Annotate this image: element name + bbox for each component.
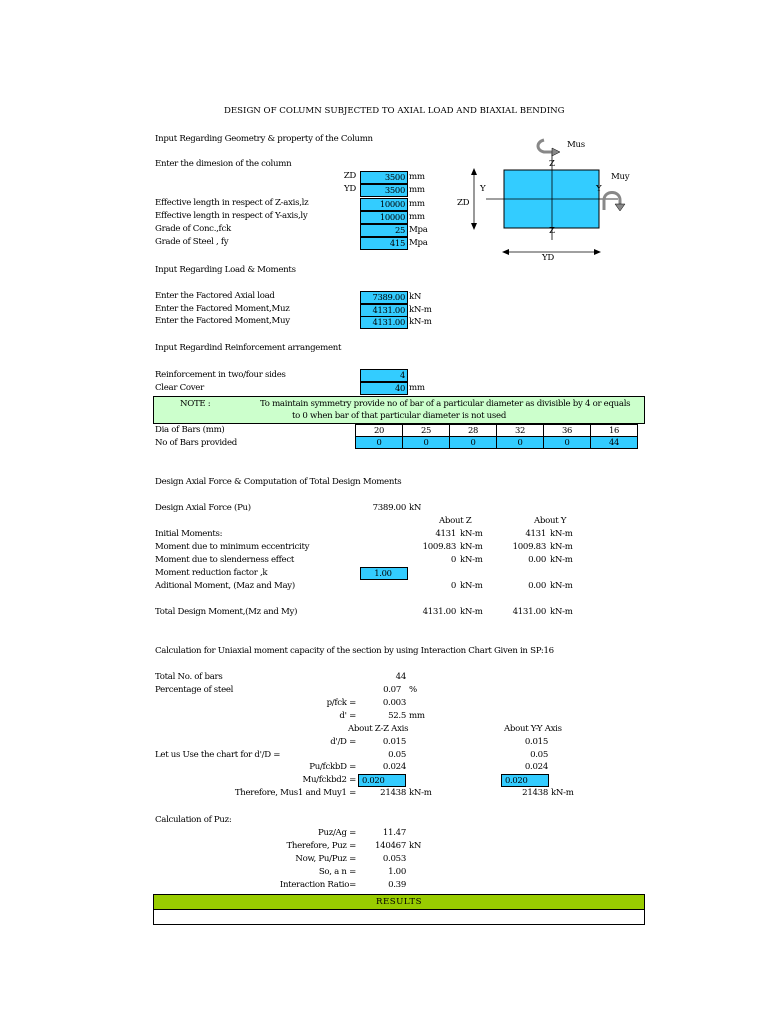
- bar-diameter: 20: [356, 425, 403, 437]
- slender-z-unit: kN-m: [460, 555, 483, 565]
- slender-y-unit: kN-m: [550, 555, 573, 565]
- alpha-n-label: So, a n =: [318, 867, 356, 877]
- dia-label: Dia of Bars (mm): [155, 425, 225, 435]
- column-section-diagram: [440, 130, 650, 265]
- note-label: NOTE :: [180, 399, 211, 409]
- yd-label: YD: [344, 184, 356, 194]
- bar-count-row: [356, 437, 638, 449]
- diagram-y-left-label: Y: [480, 184, 486, 194]
- zd-input[interactable]: 3500: [360, 171, 408, 184]
- add-z-unit: kN-m: [460, 581, 483, 591]
- bar-count-input[interactable]: 0: [403, 437, 450, 449]
- diagram-muy-label: Muy: [611, 172, 630, 182]
- total-moment-label: Total Design Moment,(Mz and My): [155, 607, 298, 617]
- design-axial-heading: Design Axial Force & Computation of Total Design Moments: [155, 477, 402, 487]
- mu-fckbd2-y-input[interactable]: 0.020: [501, 774, 549, 787]
- mu-fckbd2-label: Mu/fckbd2 =: [302, 775, 356, 785]
- mu-fckbd2-z-input[interactable]: 0.020: [358, 774, 406, 787]
- dD-z-value: 0.015: [382, 737, 406, 747]
- design-pu-unit: kN: [409, 503, 422, 513]
- about-z-header: About Z: [439, 516, 472, 526]
- muz-input[interactable]: 4131.00: [360, 304, 408, 317]
- reinforcement-heading: Input Regardind Reinforcement arrangement: [155, 343, 342, 353]
- puz-label: Therefore, Puz =: [286, 841, 356, 851]
- results-header: RESULTS: [153, 894, 645, 910]
- bar-diameter: 25: [403, 425, 450, 437]
- fy-label: Grade of Steel , fy: [155, 237, 229, 247]
- pu-input[interactable]: 7389.00: [360, 291, 408, 304]
- sides-input[interactable]: 4: [360, 369, 408, 382]
- fy-input[interactable]: 415: [360, 237, 408, 250]
- add-y-unit: kN-m: [550, 581, 573, 591]
- pu-unit: kN: [409, 292, 422, 302]
- diagram-y-right-label: Y: [596, 184, 602, 194]
- diagram-mus-label: Mus: [567, 140, 585, 150]
- bar-count-input[interactable]: 0: [356, 437, 403, 449]
- initial-z-value: 4131: [435, 529, 456, 539]
- note-line-1: To maintain symmetry provide no of bar of a particular diameter as divisible by 4 or equals: [260, 399, 631, 409]
- zd-label: ZD: [343, 171, 356, 181]
- pct-steel-value: 0.07: [383, 685, 401, 695]
- dD-label: d'/D =: [330, 737, 356, 747]
- note-line-2: to 0 when bar of that particular diameter is not used: [291, 411, 507, 421]
- pct-steel-label: Percentage of steel: [155, 685, 234, 695]
- fck-input[interactable]: 25: [360, 224, 408, 237]
- lz-input[interactable]: 10000: [360, 198, 408, 211]
- puz-heading: Calculation of Puz:: [155, 815, 232, 825]
- muy-unit: kN-m: [409, 317, 432, 327]
- geometry-heading: Input Regarding Geometry & property of the Column: [155, 134, 373, 144]
- lz-unit: mm: [409, 199, 425, 209]
- slender-label: Moment due to slenderness effect: [155, 555, 294, 565]
- interaction-ratio-value: 0.39: [388, 880, 406, 890]
- k-input[interactable]: 1.00: [360, 567, 408, 580]
- bar-diameter: 36: [544, 425, 591, 437]
- initial-y-value: 4131: [525, 529, 546, 539]
- pu-fckbd-y-value: 0.024: [524, 762, 548, 772]
- bar-count-input[interactable]: 44: [591, 437, 638, 449]
- pct-steel-unit: %: [409, 685, 417, 695]
- puz-ag-label: Puz/Ag =: [318, 828, 356, 838]
- loads-heading: Input Regarding Load & Moments: [155, 265, 296, 275]
- total-z-value: 4131.00: [422, 607, 456, 617]
- diagram-yd-label: YD: [542, 253, 554, 263]
- design-pu-label: Design Axial Force (Pu): [155, 503, 251, 513]
- yd-unit: mm: [409, 185, 425, 195]
- bar-count-input[interactable]: 0: [497, 437, 544, 449]
- slender-y-value: 0.00: [528, 555, 546, 565]
- cover-input[interactable]: 40: [360, 382, 408, 395]
- cover-unit: mm: [409, 383, 425, 393]
- pu-puz-value: 0.053: [382, 854, 406, 864]
- mus-moment-arrow: [538, 140, 552, 152]
- muy1-value: 21438: [522, 788, 548, 798]
- yd-input[interactable]: 3500: [360, 184, 408, 197]
- mus1-unit: kN-m: [409, 788, 432, 798]
- bar-diameter: 16: [591, 425, 638, 437]
- puz-ag-value: 11.47: [382, 828, 406, 838]
- bar-diameter-row: [356, 425, 638, 437]
- min-ecc-z-unit: kN-m: [460, 542, 483, 552]
- cover-label: Clear Cover: [155, 383, 204, 393]
- min-ecc-y-unit: kN-m: [550, 542, 573, 552]
- puz-value: 140467: [374, 841, 406, 851]
- bar-count-input[interactable]: 0: [544, 437, 591, 449]
- k-label: Moment reduction factor ,k: [155, 568, 268, 578]
- add-z-value: 0: [450, 581, 456, 591]
- d-cover-value: 52.5: [388, 711, 406, 721]
- bar-count-input[interactable]: 0: [450, 437, 497, 449]
- pu-fckbd-z-value: 0.024: [382, 762, 406, 772]
- sides-label: Reinforcement in two/four sides: [155, 370, 286, 380]
- design-pu-value: 7389.00: [372, 503, 406, 513]
- about-zz-header: About Z-Z Axis: [348, 724, 409, 734]
- min-ecc-z-value: 1009.83: [422, 542, 456, 552]
- lz-label: Effective length in respect of Z-axis,lz: [155, 198, 309, 208]
- muy-input[interactable]: 4131.00: [360, 316, 408, 329]
- muz-label: Enter the Factored Moment,Muz: [155, 304, 290, 314]
- bar-diameter: 28: [450, 425, 497, 437]
- pu-label: Enter the Factored Axial load: [155, 291, 275, 301]
- about-y-header: About Y: [534, 516, 567, 526]
- diagram-zd-label: ZD: [457, 198, 470, 208]
- min-ecc-label: Moment due to minimum eccentricity: [155, 542, 310, 552]
- bar-diameter: 32: [497, 425, 544, 437]
- interaction-ratio-label: Interaction Ratio=: [279, 880, 356, 890]
- dD-y-value: 0.015: [524, 737, 548, 747]
- pu-fckbd-label: Pu/fckbD =: [309, 762, 356, 772]
- zd-unit: mm: [409, 172, 425, 182]
- note-box: [153, 396, 645, 424]
- add-y-value: 0.00: [528, 581, 546, 591]
- enter-dimension-label: Enter the dimesion of the column: [155, 159, 292, 169]
- uniaxial-heading: Calculation for Uniaxial moment capacity of the section by using Interaction Chart Given in SP:16: [155, 646, 554, 656]
- initial-z-unit: kN-m: [460, 529, 483, 539]
- additional-moment-label: Aditional Moment, (Maz and May): [155, 581, 295, 591]
- about-yy-header: About Y-Y Axis: [504, 724, 562, 734]
- chart-dD-z-value: 0.05: [388, 750, 406, 760]
- ly-unit: mm: [409, 212, 425, 222]
- total-y-unit: kN-m: [550, 607, 573, 617]
- fck-label: Grade of Conc.,fck: [155, 224, 231, 234]
- mus1-value: 21438: [380, 788, 406, 798]
- chart-dD-label: Let us Use the chart for d'/D =: [155, 750, 281, 760]
- initial-y-unit: kN-m: [550, 529, 573, 539]
- total-bars-label: Total No. of bars: [155, 672, 223, 682]
- total-y-value: 4131.00: [512, 607, 546, 617]
- d-cover-unit: mm: [409, 711, 425, 721]
- page-title: DESIGN OF COLUMN SUBJECTED TO AXIAL LOAD AND BIAXIAL BENDING: [224, 106, 565, 116]
- total-z-unit: kN-m: [460, 607, 483, 617]
- results-body: [153, 909, 645, 925]
- initial-moments-label: Initial Moments:: [155, 529, 223, 539]
- fck-unit: Mpa: [409, 225, 428, 235]
- puz-unit: kN: [409, 841, 422, 851]
- muy-label: Enter the Factored Moment,Muy: [155, 316, 290, 326]
- ly-label: Effective length in respect of Y-axis,ly: [155, 211, 308, 221]
- bars-table: [355, 424, 638, 449]
- p-fck-label: p/fck =: [326, 698, 356, 708]
- no-bars-label: No of Bars provided: [155, 438, 237, 448]
- muz-unit: kN-m: [409, 305, 432, 315]
- ly-input[interactable]: 10000: [360, 211, 408, 224]
- chart-dD-y-value: 0.05: [530, 750, 548, 760]
- fy-unit: Mpa: [409, 238, 428, 248]
- d-cover-label: d' =: [339, 711, 356, 721]
- alpha-n-value: 1.00: [388, 867, 406, 877]
- min-ecc-y-value: 1009.83: [512, 542, 546, 552]
- muy1-unit: kN-m: [551, 788, 574, 798]
- p-fck-value: 0.003: [382, 698, 406, 708]
- total-bars-value: 44: [395, 672, 406, 682]
- mus-muy-label: Therefore, Mus1 and Muy1 =: [234, 788, 356, 798]
- diagram-z-bottom-label: Z: [549, 226, 555, 236]
- slender-z-value: 0: [450, 555, 456, 565]
- pu-puz-label: Now, Pu/Puz =: [295, 854, 356, 864]
- diagram-z-top-label: Z: [549, 159, 555, 169]
